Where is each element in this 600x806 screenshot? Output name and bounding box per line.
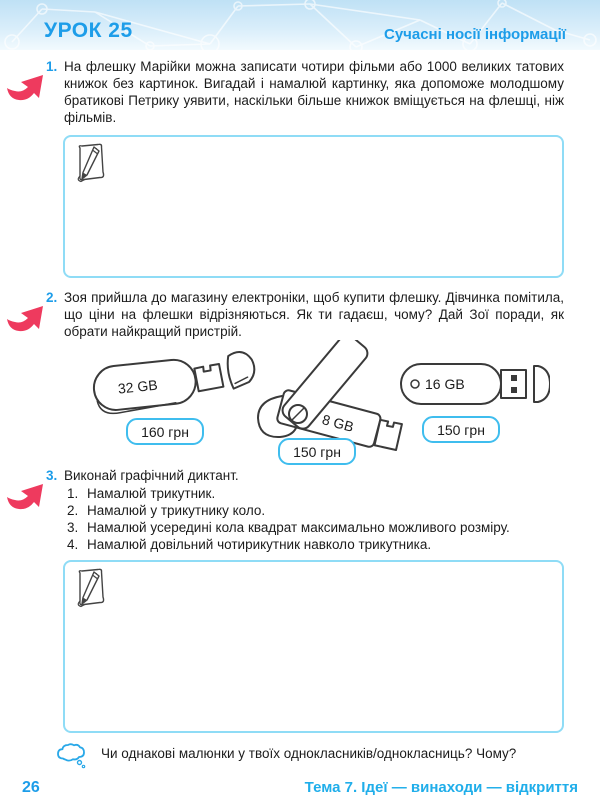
lesson-title: УРОК 25 xyxy=(44,19,133,42)
step-text: Намалюй у трикутнику коло. xyxy=(87,503,266,518)
task-number: 1. xyxy=(46,59,58,74)
topic-title: Сучасні носії інформації xyxy=(383,26,566,43)
discussion-question: Чи однакові малюнки у твоїх однокласників/однокласниць? Чому? xyxy=(101,746,517,761)
pencil-paper-icon xyxy=(74,568,108,608)
thought-bubble-icon xyxy=(55,742,88,769)
step-number: 1. xyxy=(67,486,79,501)
step-item xyxy=(67,485,564,502)
page-footer xyxy=(0,779,600,797)
price-tag: 160 грн xyxy=(126,418,204,445)
discussion-row xyxy=(55,742,564,769)
pencil-paper-icon xyxy=(74,143,108,183)
page-content xyxy=(0,50,600,769)
step-item xyxy=(67,502,564,519)
capacity-label: 8 GB xyxy=(320,411,356,435)
price-tag: 150 грн xyxy=(422,416,500,443)
usb-drive-8gb-illustration xyxy=(252,340,404,454)
flash-drives-figure xyxy=(60,340,564,467)
task-number: 2. xyxy=(46,290,58,305)
task-pointer-arrow-icon xyxy=(6,63,44,103)
drawing-box-2 xyxy=(63,560,564,733)
drawing-box-1 xyxy=(63,135,564,278)
step-number: 3. xyxy=(67,520,79,535)
theme-footer: Тема 7. Ідеї — винаходи — відкриття xyxy=(304,779,578,796)
task-text: Зоя прийшла до магазину електроніки, щоб купити флешку. Дівчинка помітила, що ціни на флешки відрізняються. Як ти гадаєш, чому? Дай Зої поради, як обрати найкращий пристрій. xyxy=(64,290,564,339)
page-number: 26 xyxy=(22,779,40,796)
step-item xyxy=(67,519,564,536)
task-3 xyxy=(46,467,564,484)
step-text: Намалюй трикутник. xyxy=(87,486,216,501)
step-text: Намалюй довільний чотирикутник навколо трикутника. xyxy=(87,537,432,552)
step-text: Намалюй усередині кола квадрат максимально можливого розміру. xyxy=(87,520,510,535)
task-1 xyxy=(46,58,564,126)
price-tag: 150 грн xyxy=(278,438,356,465)
task-3-steps xyxy=(67,485,564,553)
step-number: 2. xyxy=(67,503,79,518)
usb-drive-32gb-illustration xyxy=(88,346,264,428)
usb-drive-16gb-illustration xyxy=(398,354,550,416)
header-band xyxy=(0,0,600,50)
task-pointer-arrow-icon xyxy=(6,472,44,512)
step-number: 4. xyxy=(67,537,79,552)
task-text: Виконай графічний диктант. xyxy=(64,468,239,483)
capacity-label: 32 GB xyxy=(117,376,159,397)
step-item xyxy=(67,536,564,553)
task-2 xyxy=(46,289,564,340)
capacity-label: 16 GB xyxy=(425,376,465,392)
task-pointer-arrow-icon xyxy=(6,294,44,334)
task-text: На флешку Марійки можна записати чотири фільми або 1000 великих татових книжок без картинок. Вигадай і намалюй картинку, яка допоможе молодшому братикові Петрику уявити, наскільки більше книжок вміщується на флешці, ніж фільмів. xyxy=(64,59,564,125)
task-number: 3. xyxy=(46,468,58,483)
